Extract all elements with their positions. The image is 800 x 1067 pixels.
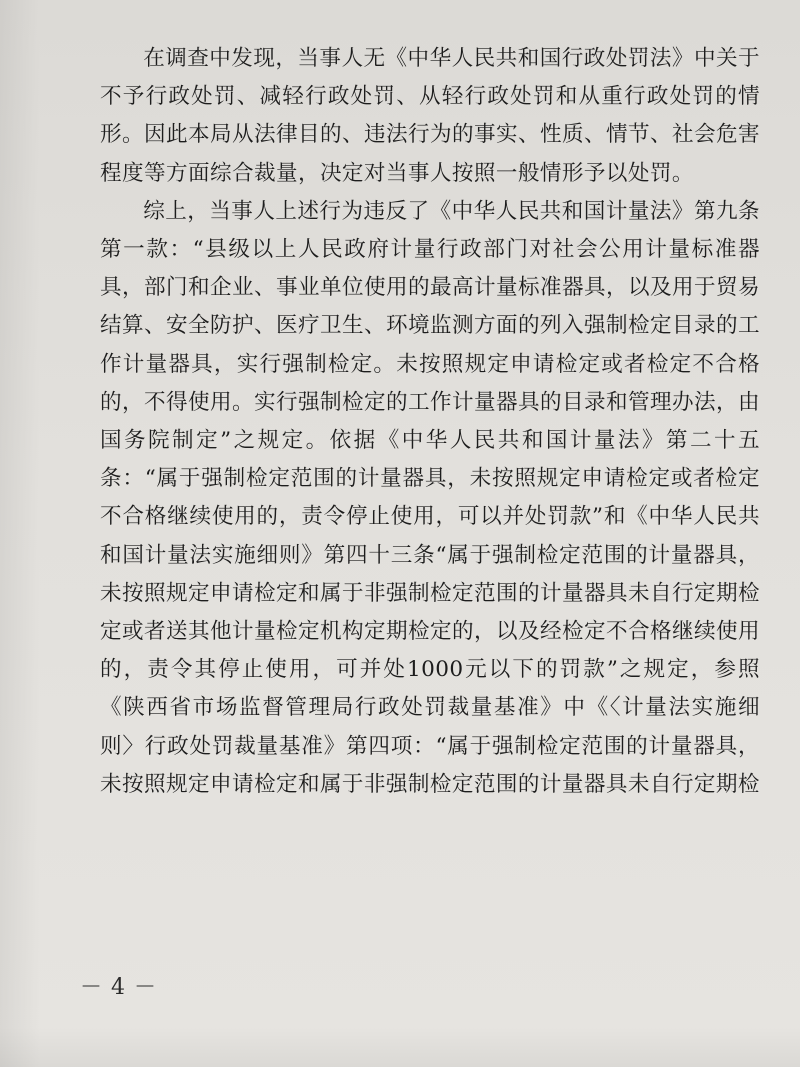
- document-body: [100, 40, 760, 804]
- page-number: － 4 －: [80, 975, 157, 1000]
- page-shadow-left: [0, 0, 40, 1067]
- page-shadow-bottom: [0, 1027, 800, 1067]
- paragraph-legal-basis: 综上，当事人上述行为违反了《中华人民共和国计量法》第九条第一款：“县级以上人民政府计量行政部门对社会公用计量标准器具，部门和企业、事业单位使用的最高计量标准器具，以及用于贸易结算、安全防护、医疗卫生、环境监测方面的列入强制检定目录的工作计量器具，实行强制检定。未按照规定申请检定或者检定不合格的，不得使用。实行强制检定的工作计量器具的目录和管理办法，由国务院制定”之规定。依据《中华人民共和国计量法》第二十五条：“属于强制检定范围的计量器具，未按照规定申请检定或者检定不合格继续使用的，责令停止使用，可以并处罚款”和《中华人民共和国计量法实施细则》第四十三条“属于强制检定范围的计量器具，未按照规定申请检定和属于非强制检定范围的计量器具未自行定期检定或者送其他计量检定机构定期检定的，以及经检定不合格继续使用的，责令其停止使用，可并处1000元以下的罚款”之规定，参照《陕西省市场监督管理局行政处罚裁量基准》中《〈计量法实施细则〉行政处罚裁量基准》第四项：“属于强制检定范围的计量器具，未按照规定申请检定和属于非强制检定范围的计量器具未自行定期检: [100, 198, 760, 797]
- paragraph-investigation-finding: 在调查中发现，当事人无《中华人民共和国行政处罚法》中关于不予行政处罚、减轻行政处罚、从轻行政处罚和从重行政处罚的情形。因此本局从法律目的、违法行为的事实、性质、情节、社会危害程度等方面综合裁量，决定对当事人按照一般情形予以处罚。: [100, 46, 760, 186]
